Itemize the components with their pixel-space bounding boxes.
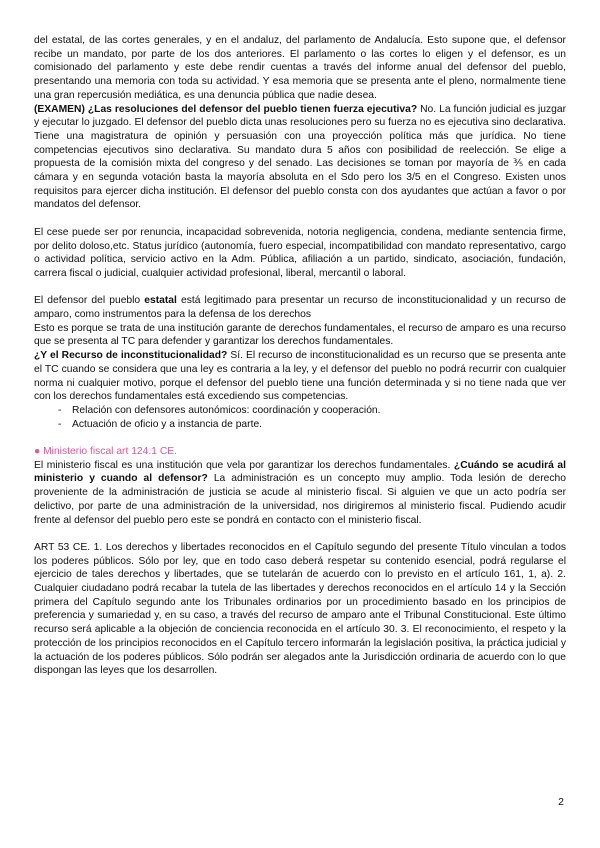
paragraph-amparo: Esto es porque se trata de una institución garante de derechos fundamentales, el recurso de amparo es una recurso que se presenta al TC para defender y garantizar los derechos fundamentales. xyxy=(34,322,566,348)
legitimacion-bold: estatal xyxy=(144,295,177,307)
paragraph-art-53: ART 53 CE. 1. Los derechos y libertades reconocidos en el Capítulo segundo del presente Título vinculan a todos los poderes públicos. Sólo por ley, que en todo caso deberá respetar su contenido esencial, podrá regularse el ejercicio de tales derechos y libertades, que se tutelarán de acuerdo con lo previsto en el artículo 161, 1, a). 2. Cualquier ciudadano podrá recabar la tutela de las libertades y derechos reconocidos en el artículo 14 y la Sección primera del Capítulo segundo ante los Tribunales ordinarios por un procedimiento basado en los principios de preferencia y sumariedad y, en su caso, a través del recurso de amparo ante el Tribunal Constitucional. Este último recurso será aplicable a la objeción de conciencia reconocida en el artículo 30. 3. El reconocimiento, el respeto y la protección de los principios reconocidos en el Capítulo tercero informarán la legislación positiva, la práctica judicial y la actuación de los poderes públicos. Sólo podrán ser alegados ante la Jurisdicción ordinaria de acuerdo con lo que dispongan las leyes que los desarrollen. xyxy=(34,541,566,677)
paragraph-fuerza-ejecutiva-text: No. La función judicial es juzgar y ejecutar lo juzgado. El defensor del pueblo dicta unas resoluciones pero su fuerza no es ejecutiva sino declarativa. Tiene una magistratura de opinión y persuasión con una proyección política más que jurídica. No tiene competencias ejecutivos sino declarativa. Su mandato dura 5 años con posibilidad de reelección. Se elige a propuesta de la comisión mixta del congreso y del senado. Las decisiones se toman por mayoría de ⅗ en cada cámara y en segunda votación basta la mayoría absoluta en el Sdo pero los 3/5 en el Congreso. Existen unos requisitos para ejercer dicha institución. El defensor del pueblo consta con dos ayudantes que actúan a favor o por mandatos del defensor. xyxy=(34,103,566,211)
bullet-list xyxy=(34,404,566,431)
paragraph-cese: El cese puede ser por renuncia, incapacidad sobrevenida, notoria negligencia, condena, mediante sentencia firme, por delito doloso,etc. Status jurídico (autonomía, fuero especial, incompatibilidad con mandato representativo, cargo o actividad política, servicio activo en la Adm. Pública, afiliación a un partido, sindicato, asociación, fundación, carrera fiscal o judicial, cualquier actividad profesional, liberal, mercantil o laboral. xyxy=(34,226,566,279)
legitimacion-text-a: El defensor del pueblo xyxy=(34,295,145,307)
legitimacion-text-c: está legitimado para presentar un recurso de inconstitucionalidad y un recurso de amparo, como instrumentos para la defensa de los derechos xyxy=(34,295,566,321)
paragraph-legitimacion xyxy=(34,294,566,321)
list-item: - Actuación de oficio y a instancia de parte. xyxy=(58,418,566,432)
paragraph-inconstitucionalidad xyxy=(34,349,566,404)
paragraph-ministerio-fiscal xyxy=(34,459,566,528)
inconstitucionalidad-text: Sí. El recurso de inconstitucionalidad es un recurso que se presenta ante el TC cuando se considera que una ley es contraria a la ley, y el defensor del pueblo no podrá recurrir con cualquier norma ni cualquier motivo, porque el defensor del pueblo tiene una función determinada y si no tiene nada que ver con los derechos fundamentales está excediendo sus competencias. xyxy=(34,350,566,403)
page-number: 2 xyxy=(558,796,564,808)
exam-question: (EXAMEN) ¿Las resoluciones del defensor del pueblo tienen fuerza ejecutiva? xyxy=(34,103,418,115)
paragraph-fuerza-ejecutiva xyxy=(34,103,566,213)
ministerio-text-c: La administración es un concepto muy amplio. Toda lesión de derecho proveniente de la administración de justicia se acude al ministerio fiscal. Si alguien ve que un acto podría ser delictivo, por parte de una administración de la universidad, nos dirigiremos al ministerio fiscal. Pudiendo acudir frente al defensor del pueblo pero este se pondrá en contacto con el ministerio fiscal. xyxy=(34,473,566,526)
paragraph-mandato: del estatal, de las cortes generales, y en el andaluz, del parlamento de Andalucía. Esto supone que, el defensor recibe un mandato, por parte de los dos anteriores. El parlamento o las cortes lo eligen y el defensor, es un comisionado del parlamento y este debe rendir cuentas a través del informe anual del defensor del pueblo, presentando una memoria con toda su actividad. Y esa memoria que se presenta ante el pleno, normalmente tiene una gran repercusión mediática, es una denuncia pública que nadie desea. xyxy=(34,35,566,101)
section-heading: ● Ministerio fiscal art 124.1 CE. xyxy=(34,446,177,458)
inconstitucionalidad-question: ¿Y el Recurso de inconstitucionalidad? xyxy=(34,350,228,362)
document-page xyxy=(34,34,566,678)
list-item: - Relación con defensores autonómicos: coordinación y cooperación. xyxy=(58,404,566,418)
ministerio-question: ¿Cuándo se acudirá al ministerio y cuando al defensor? xyxy=(34,459,566,485)
ministerio-text-a: El ministerio fiscal es una institución que vela por garantizar los derechos fundamentales. xyxy=(34,459,454,471)
